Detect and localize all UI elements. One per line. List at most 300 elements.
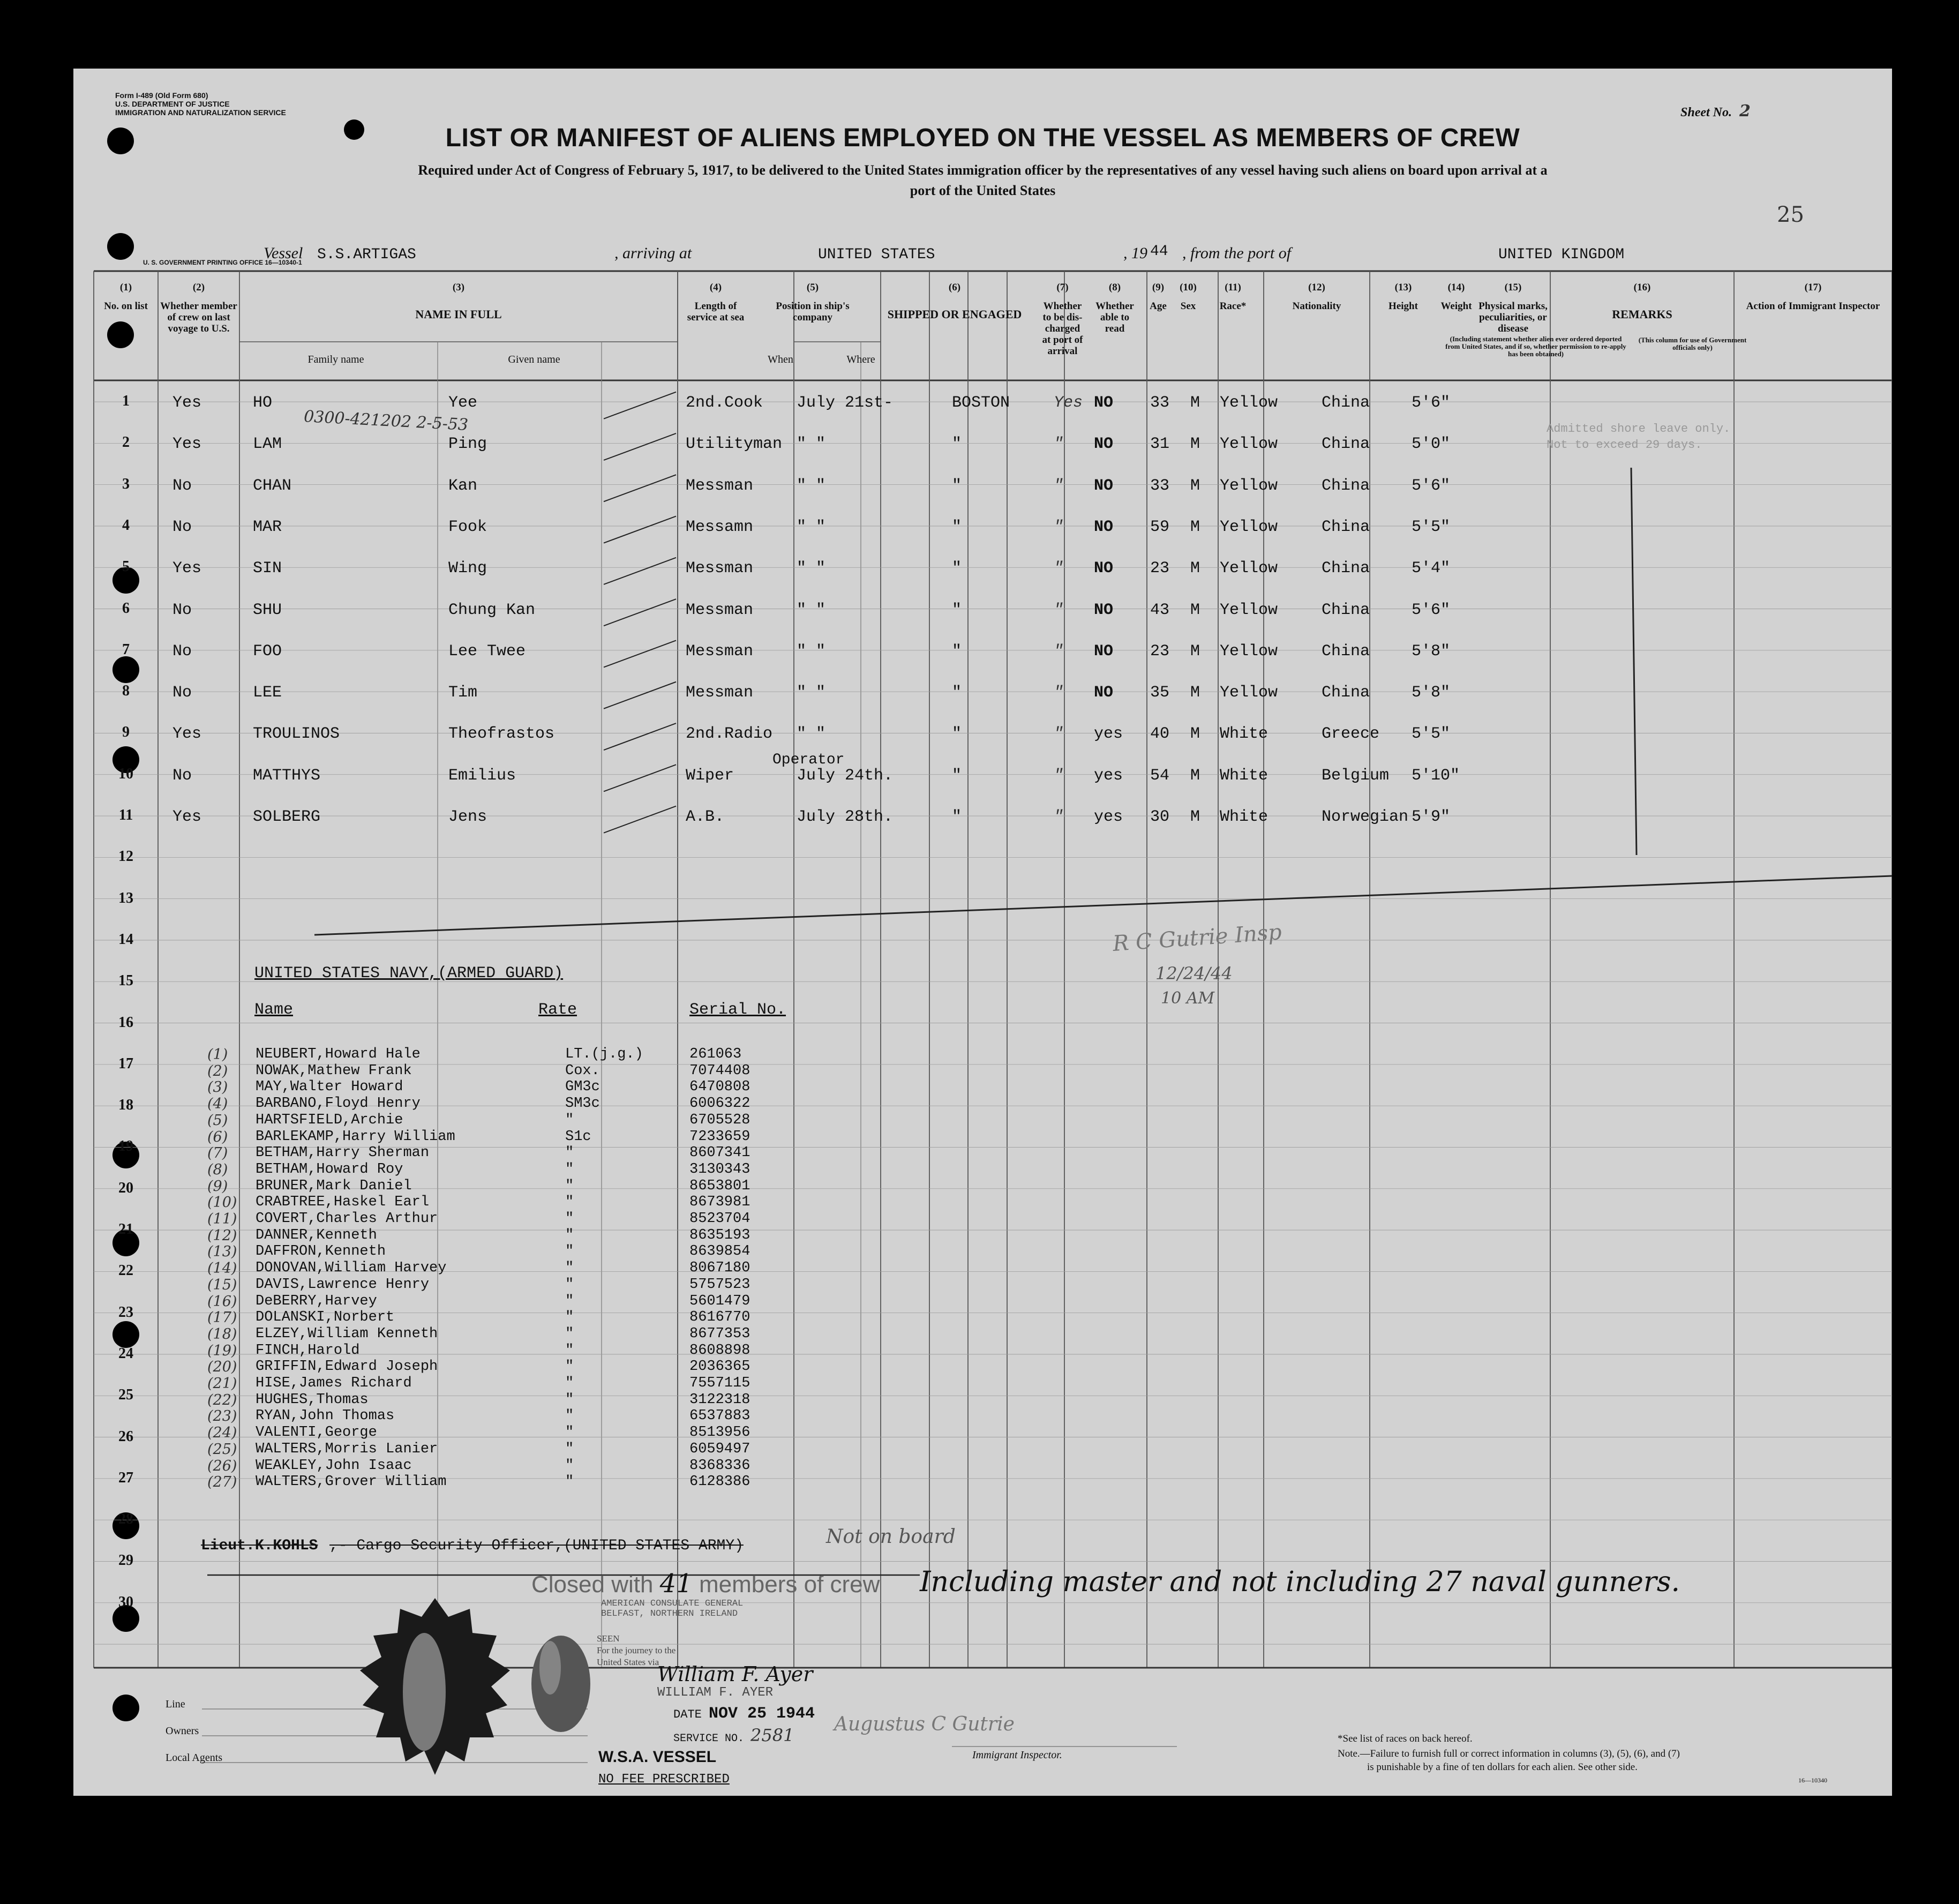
service-slash [604,723,676,750]
crew-read: yes [1094,766,1123,785]
navy-rate: " [565,1161,574,1178]
crew-height: 5'9" [1412,808,1451,826]
navy-number: (6) [207,1128,228,1145]
from-port: UNITED KINGDOM [1498,246,1625,263]
row-number: 20 [118,1179,133,1196]
row-number: 17 [118,1055,133,1072]
navy-number: (2) [207,1062,228,1080]
column-number: (14) [1447,282,1465,293]
navy-serial: 5601479 [689,1293,750,1309]
column-header: Weight [1440,301,1472,312]
navy-rate: S1c [565,1128,591,1145]
navy-number: (7) [207,1145,228,1162]
navy-serial: 8607341 [689,1145,750,1161]
crew-discharged: " [1054,766,1064,785]
embossed-seal [355,1595,515,1778]
crew-sex: M [1190,518,1200,536]
navy-serial: 8067180 [689,1260,750,1277]
crew-age: 40 [1150,725,1170,744]
row-number: 30 [118,1593,133,1610]
navy-rate: " [565,1375,574,1391]
navy-col-serial: Serial No. [689,1001,786,1019]
navy-name: BARBANO,Floyd Henry [256,1096,421,1112]
row-number: 22 [118,1262,133,1279]
column-header: Nationality [1292,301,1341,312]
inspector-action-date: 12/24/44 [1155,963,1233,984]
navy-number: (4) [207,1096,228,1113]
navy-name: BARLEKAMP,Harry William [256,1128,455,1145]
form-code: 16—10340 [1798,1776,1827,1784]
inspector-action-signature: R C Gutrie Insp [1112,920,1283,956]
service-slash [604,516,676,543]
cargo-officer: Lieut.K.KOHLS [201,1538,318,1554]
crew-where: " [952,684,962,702]
column-header: SHIPPED OR ENGAGED [887,308,1022,321]
crew-last-voyage: Yes [172,435,202,454]
crew-last-voyage: Yes [172,725,202,744]
closing-stamp-members: members of crew [699,1571,880,1598]
row-number: 15 [118,972,133,990]
page-title: LIST OR MANIFEST OF ALIENS EMPLOYED ON THE VESSEL AS MEMBERS OF CREW [445,124,1520,152]
navy-name: HUGHES,Thomas [256,1391,369,1408]
crew-where: " [952,559,962,578]
navy-serial: 7557115 [689,1375,750,1391]
crew-family: LEE [253,684,282,702]
row-number: 2 [122,434,130,451]
navy-rate: LT.(j.g.) [565,1046,643,1062]
column-number: (15) [1504,282,1522,293]
crew-where: " [952,518,962,536]
crew-age: 43 [1150,601,1170,619]
wsa-stamp-line-2: NO FEE PRESCRIBED [598,1772,730,1787]
crew-where: " [952,725,962,744]
crew-race: White [1220,808,1269,826]
service-slash [604,433,676,460]
crew-race: White [1220,766,1269,785]
navy-rate: " [565,1425,574,1441]
navy-number: (18) [207,1325,237,1343]
cargo-officer-text: ,- Cargo Security Officer,(UNITED STATES ARMY) [329,1538,744,1554]
crew-family: CHAN [253,476,292,495]
navy-serial: 6705528 [689,1112,750,1128]
crew-nationality: Norwegian [1322,808,1409,826]
arriving-port: UNITED STATES [818,246,935,263]
navy-serial: 6128386 [689,1474,750,1490]
cargo-note: Not on board [826,1526,956,1548]
navy-name: GRIFFIN,Edward Joseph [256,1359,438,1375]
crew-race: White [1220,725,1269,744]
navy-name: COVERT,Charles Arthur [256,1211,438,1227]
crew-height: 5'5" [1412,518,1451,536]
column-number: (9) [1152,282,1165,293]
footer-line-label: Line [166,1698,185,1710]
crew-given: Emilius [448,766,516,785]
navy-serial: 7074408 [689,1062,750,1079]
crew-family: MAR [253,518,282,536]
column-header: Position in ship's company [776,301,850,323]
crew-sex: M [1190,725,1200,744]
crew-where: BOSTON [952,394,1010,412]
crew-family: FOO [253,642,282,661]
navy-number: (8) [207,1161,228,1178]
navy-name: DONOVAN,William Harvey [256,1260,447,1277]
navy-name: BETHAM,Harry Sherman [256,1145,430,1161]
row-number: 26 [118,1428,133,1445]
crew-position: Messman [686,684,754,702]
crew-height: 5'0" [1412,435,1451,454]
crew-position: Messman [686,476,754,495]
column-number: (12) [1308,282,1325,293]
manifest-sheet [73,69,1892,1796]
navy-number: (22) [207,1391,237,1408]
crew-nationality: China [1322,601,1370,619]
navy-serial: 7233659 [689,1128,750,1145]
crew-race: Yellow [1220,642,1278,661]
crew-given: Jens [448,808,487,826]
column-number: (10) [1180,282,1197,293]
column-number: (7) [1056,282,1069,293]
crew-where: " [952,435,962,454]
crew-position: A.B. [686,808,725,826]
navy-name: NOWAK,Mathew Frank [256,1062,412,1079]
service-slash [604,558,676,584]
crew-age: 33 [1150,476,1170,495]
row-number: 12 [118,848,133,865]
crew-when: " " [797,684,826,702]
crew-given: Kan [448,476,478,495]
service-number-value: 2581 [750,1725,794,1745]
navy-number: (9) [207,1178,228,1195]
row-number: 19 [118,1138,133,1155]
row-number: 18 [118,1097,133,1114]
form-id-line: Form I-489 (Old Form 680) [115,91,208,100]
service-slash [604,475,676,501]
closing-diagonal-line [314,876,1892,935]
service-number [673,1725,794,1745]
crew-given: Chung Kan [448,601,536,619]
navy-serial: 8635193 [689,1227,750,1243]
crew-nationality: China [1322,684,1370,702]
crew-last-voyage: No [172,684,192,702]
closing-stamp [531,1569,880,1599]
navy-rate: " [565,1211,574,1227]
service-slash [604,640,676,667]
form-id-line: U.S. DEPARTMENT OF JUSTICE [115,100,230,108]
navy-serial: 6470808 [689,1079,750,1096]
column-header: Physical marks, peculiarities, or disease [1478,301,1548,334]
crew-position: Messman [686,601,754,619]
crew-when: " " [797,725,826,744]
crew-discharged: " [1054,476,1064,495]
subheader-where: Where [846,354,875,365]
column-header: Whether able to read [1095,301,1134,334]
year-value: 44 [1150,243,1168,260]
navy-rate: " [565,1260,574,1277]
row-number: 21 [118,1221,133,1238]
navy-rate: " [565,1309,574,1326]
navy-name: ELZEY,William Kenneth [256,1325,438,1342]
crew-discharged: " [1054,435,1064,454]
crew-family: HO [253,394,273,412]
navy-serial: 3122318 [689,1391,750,1408]
column-header: No. on list [104,301,148,312]
navy-number: (3) [207,1079,228,1096]
column-number: (17) [1804,282,1822,293]
navy-name: NEUBERT,Howard Hale [256,1046,421,1062]
navy-rate: " [565,1391,574,1408]
crew-height: 5'8" [1412,642,1451,661]
arriving-label: , arriving at [614,244,692,262]
navy-number: (20) [207,1359,237,1376]
navy-name: BRUNER,Mark Daniel [256,1178,412,1194]
navy-name: WALTERS,Grover William [256,1474,447,1490]
penalty-note-2: is punishable by a fine of ten dollars for each alien. See other side. [1367,1761,1638,1773]
crew-discharged: " [1054,808,1064,826]
navy-name: HISE,James Richard [256,1375,412,1391]
crew-position: Wiper [686,766,734,785]
navy-rate: " [565,1457,574,1474]
crew-annotation: 0300-421202 2-5-53 [303,407,469,435]
navy-serial: 6537883 [689,1408,750,1425]
crew-family: SOLBERG [253,808,321,826]
crew-last-voyage: Yes [172,394,202,412]
row-number: 28 [118,1511,133,1528]
footer-agents-label: Local Agents [166,1752,223,1764]
crew-age: 33 [1150,394,1170,412]
seen-stamp-line: United States via [597,1657,659,1667]
crew-height: 5'6" [1412,394,1451,412]
navy-rate: " [565,1293,574,1309]
form-id-line: IMMIGRATION AND NATURALIZATION SERVICE [115,108,286,117]
navy-serial: 5757523 [689,1276,750,1293]
remarks-brace [1631,468,1637,855]
column-number: (1) [119,282,132,293]
crew-position: Messamn [686,518,754,536]
inspector-label: Immigrant Inspector. [972,1749,1062,1761]
consulate-stamp-line: BELFAST, NORTHERN IRELAND [601,1609,738,1619]
navy-col-name: Name [254,1001,294,1019]
crew-where: " [952,601,962,619]
column-number: (8) [1108,282,1121,293]
vessel-name: S.S.ARTIGAS [317,246,416,263]
crew-given: Fook [448,518,487,536]
sheet-number-value: 2 [1739,102,1751,121]
crew-when: July 21st- [797,394,894,412]
service-slash [604,764,676,791]
crew-read: NO [1094,642,1114,661]
closing-handwritten: Including master and not including 27 naval gunners. [920,1566,1680,1598]
sheet-number-label: Sheet No. [1680,106,1732,119]
navy-rate: GM3c [565,1079,600,1096]
crew-sex: M [1190,808,1200,826]
crew-race: Yellow [1220,394,1278,412]
crew-last-voyage: No [172,642,192,661]
navy-rate: " [565,1359,574,1375]
crew-where: " [952,642,962,661]
remarks-note: (Including statement whether alien ever ordered deported from United States, and if so, whether permission to re-apply has been obtained) [1445,335,1626,358]
column-number: (16) [1633,282,1651,293]
crew-nationality: China [1322,435,1370,454]
row-number: 1 [122,393,130,409]
crew-age: 30 [1150,808,1170,826]
row-number: 16 [118,1014,133,1031]
penalty-note: Note.—Failure to furnish full or correct information in columns (3), (5), (6), and (7) [1338,1748,1680,1759]
crew-height: 5'6" [1412,601,1451,619]
crew-given: Ping [448,435,487,454]
column-header: Length of service at sea [687,301,745,323]
closing-count: 41 [659,1569,693,1599]
crew-sex: M [1190,435,1200,454]
navy-name: CRABTREE,Haskel Earl [256,1194,430,1211]
crew-given: Wing [448,559,487,578]
navy-serial: 8523704 [689,1211,750,1227]
crew-sex: M [1190,642,1200,661]
from-port-label: , from the port of [1182,244,1292,262]
navy-rate: " [565,1325,574,1342]
crew-sex: M [1190,601,1200,619]
navy-number: (19) [207,1342,237,1359]
crew-last-voyage: No [172,518,192,536]
row-number: 6 [122,599,130,617]
crew-race: Yellow [1220,559,1278,578]
column-number: (2) [192,282,205,293]
crew-where: " [952,766,962,785]
crew-nationality: China [1322,394,1370,412]
printing-office: U. S. GOVERNMENT PRINTING OFFICE 16—10340-1 [143,259,302,266]
date-stamp-value: NOV 25 1944 [709,1705,815,1723]
wsa-stamp-line-1: W.S.A. VESSEL [598,1748,717,1766]
service-number-label: SERVICE NO. [673,1733,745,1745]
service-slash [604,806,676,833]
navy-name: WEAKLEY,John Isaac [256,1457,412,1474]
crew-age: 59 [1150,518,1170,536]
crew-where: " [952,476,962,495]
subtitle-line-2: port of the United States [910,183,1056,198]
row-number: 7 [122,641,130,658]
inspector-action-time: 10 AM [1161,989,1215,1008]
navy-name: WALTERS,Morris Lanier [256,1441,438,1457]
navy-name: DANNER,Kenneth [256,1227,377,1243]
crew-read: NO [1094,435,1114,454]
crew-last-voyage: No [172,601,192,619]
column-number: (4) [709,282,722,293]
crew-discharged: Yes [1054,394,1083,412]
row-number: 8 [122,683,130,700]
seen-stamp-line: For the journey to the [597,1645,676,1655]
row-number: 3 [122,475,130,492]
navy-serial: 8653801 [689,1178,750,1194]
crew-when: " " [797,435,826,454]
navy-rate: " [565,1474,574,1490]
navy-rate: " [565,1276,574,1293]
vessel-label: Vessel [264,244,303,262]
crew-age: 23 [1150,642,1170,661]
date-stamp [673,1705,815,1723]
navy-name: MAY,Walter Howard [256,1079,403,1096]
crew-read: yes [1094,725,1123,744]
navy-name: DAVIS,Lawrence Henry [256,1276,430,1293]
navy-number: (15) [207,1276,237,1293]
column-header: NAME IN FULL [415,308,502,321]
crew-family: SHU [253,601,282,619]
column-header: Whether to be dis-charged at port of arrival [1042,301,1083,357]
crew-given: Lee Twee [448,642,526,661]
navy-rate: Cox. [565,1062,600,1079]
crew-read: yes [1094,808,1123,826]
wax-seal [526,1630,596,1737]
crew-discharged: " [1054,725,1064,744]
consulate-stamp-line: AMERICAN CONSULATE GENERAL [601,1599,744,1609]
manifest-grid [73,69,1892,1796]
crew-age: 23 [1150,559,1170,578]
navy-number: (1) [207,1046,228,1063]
row-number: 5 [122,558,130,575]
crew-family: SIN [253,559,282,578]
crew-nationality: China [1322,642,1370,661]
navy-name: DeBERRY,Harvey [256,1293,377,1309]
navy-serial: 8368336 [689,1457,750,1474]
navy-rate: " [565,1178,574,1194]
navy-name: RYAN,John Thomas [256,1408,395,1425]
crew-position: 2nd.Cook [686,394,763,412]
crew-given: Tim [448,684,478,702]
crew-sex: M [1190,476,1200,495]
column-header: Race* [1219,301,1247,312]
crew-discharged: " [1054,559,1064,578]
inspector-signature: Augustus C Gutrie [834,1713,1015,1735]
navy-rate: " [565,1145,574,1161]
crew-sex: M [1190,394,1200,412]
crew-last-voyage: Yes [172,559,202,578]
column-header: Sex [1180,301,1196,312]
crew-discharged: " [1054,518,1064,536]
navy-name: HARTSFIELD,Archie [256,1112,403,1128]
navy-number: (23) [207,1408,237,1425]
seen-stamp-line: SEEN [597,1633,620,1644]
navy-serial: 2036365 [689,1359,750,1375]
navy-serial: 6059497 [689,1441,750,1457]
column-header: REMARKS [1612,308,1672,321]
crew-race: Yellow [1220,476,1278,495]
subheader-when: When [768,354,793,365]
crew-position: 2nd.Radio [686,725,773,744]
crew-race: Yellow [1220,684,1278,702]
crew-height: 5'8" [1412,684,1451,702]
crew-last-voyage: Yes [172,808,202,826]
crew-age: 54 [1150,766,1170,785]
navy-name: FINCH,Harold [256,1342,360,1359]
navy-serial: 8677353 [689,1325,750,1342]
row-number: 14 [118,931,133,948]
row-number: 27 [118,1469,133,1486]
date-stamp-label: DATE [673,1708,702,1721]
crew-when: " " [797,476,826,495]
consul-signature: William F. Ayer [657,1662,813,1686]
crew-read: NO [1094,394,1114,412]
navy-number: (16) [207,1293,237,1310]
crew-when: " " [797,642,826,661]
row-number: 9 [122,724,130,741]
subtitle-line-1: Required under Act of Congress of February 5, 1917, to be delivered to the United States immigration officer by the representatives of any vessel having such aliens on board upon arrival at a [418,162,1548,178]
crew-age: 35 [1150,684,1170,702]
crew-position: Messman [686,642,754,661]
crew-sex: M [1190,559,1200,578]
subheader-given-name: Given name [508,354,560,365]
navy-rate: " [565,1408,574,1425]
navy-number: (24) [207,1425,237,1442]
service-slash [604,599,676,626]
row-number: 25 [118,1386,133,1404]
